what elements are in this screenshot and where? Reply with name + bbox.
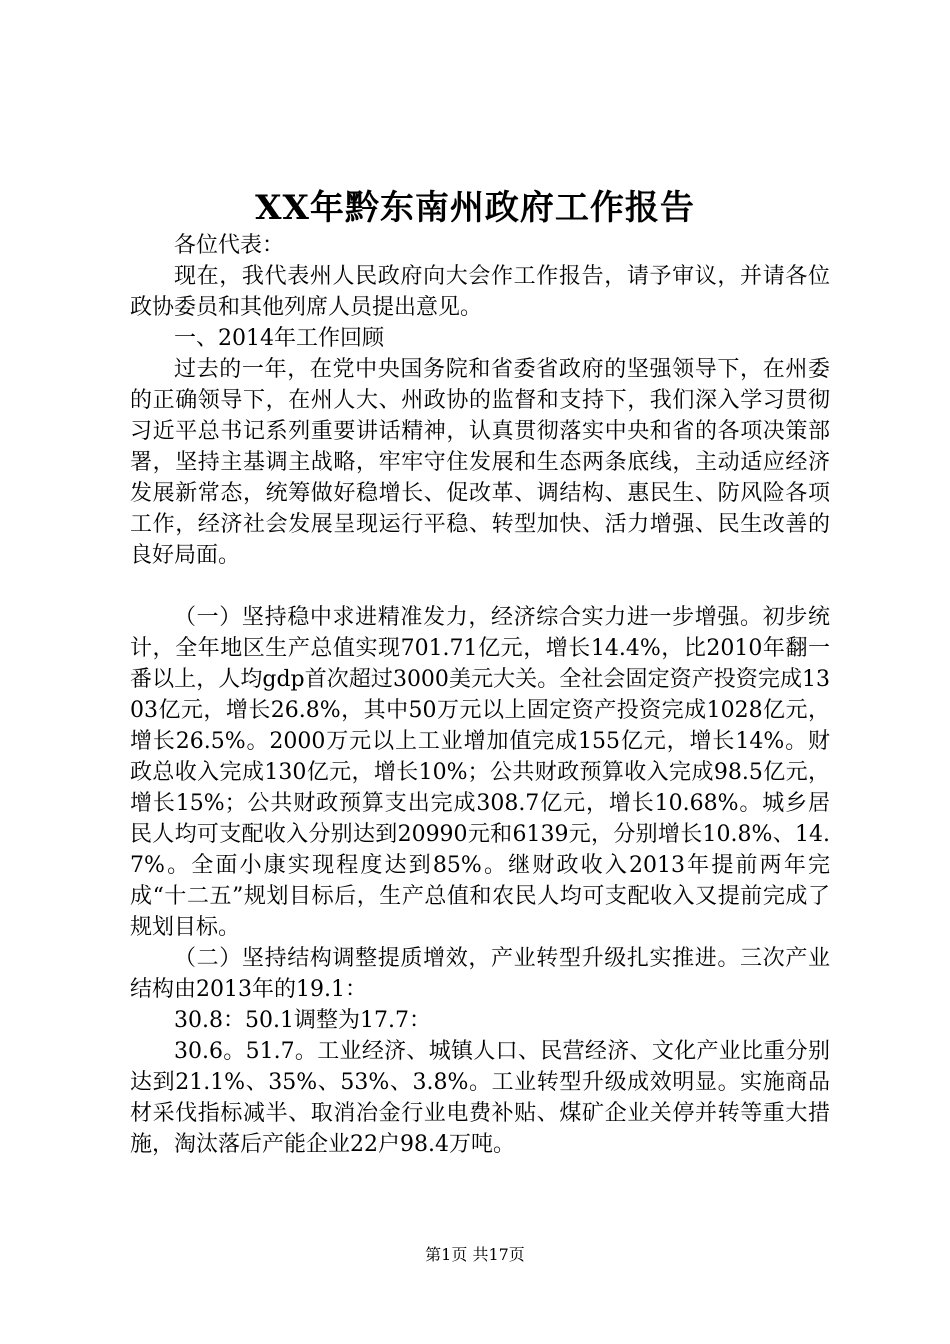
structure-paragraph: （二）坚持结构调整提质增效，产业转型升级扎实推进。三次产业结构由2013年的19.1： — [130, 946, 830, 1002]
section-heading: 一、2014年工作回顾 — [174, 326, 384, 351]
document-title: XX年黔东南州政府工作报告 — [255, 188, 695, 228]
page-number-footer: 第1页 共17页 — [425, 1245, 525, 1264]
salutation-paragraph: 各位代表： — [174, 233, 285, 258]
economy-paragraph: （一）坚持稳中求进精准发力，经济综合实力进一步增强。初步统计，全年地区生产总值实现701.71亿元，增长14.4%，比2010年翻一番以上，人均gdp首次超过3000美元大关。全社会固定资产投资完成1303亿元，增长26.8%，其中50万元以上固定资产投资完成1028亿元，增长26.5%。2000万元以上工业增加值完成155亿元，增长14%。财政总收入完成130亿元，增长10%；公共财政预算收入完成98.5亿元，增长15%；公共财政预算支出完成308.7亿元，增长10.68%。城乡居民人均可支配收入分别达到20990元和6139元，分别增长10.8%、14.7%。全面小康实现程度达到85%。继财政收入2013年提前两年完成“十二五”规划目标后，生产总值和农民人均可支配收入又提前完成了规划目标。 — [130, 605, 830, 940]
structure-ratio-line: 30.8：50.1调整为17.7： — [174, 1008, 431, 1033]
industry-paragraph: 30.6。51.7。工业经济、城镇人口、民营经济、文化产业比重分别达到21.1%、35%、53%、3.8%。工业转型升级成效明显。实施商品材采伐指标减半、取消冶金行业电费补贴、煤矿企业关停并转等重大措施，淘汰落后产能企业22户98.4万吨。 — [130, 1039, 830, 1157]
document-body — [130, 230, 830, 1160]
review-paragraph: 过去的一年，在党中央国务院和省委省政府的坚强领导下，在州委的正确领导下，在州人大、州政协的监督和支持下，我们深入学习贯彻习近平总书记系列重要讲话精神，认真贯彻落实中央和省的各项决策部署，坚持主基调主战略，牢牢守住发展和生态两条底线，主动适应经济发展新常态，统筹做好稳增长、促改革、调结构、惠民生、防风险各项工作，经济社会发展呈现运行平稳、转型加快、活力增强、民生改善的良好局面。 — [130, 357, 830, 568]
intro-paragraph: 现在，我代表州人民政府向大会作工作报告，请予审议，并请各位政协委员和其他列席人员提出意见。 — [130, 264, 830, 320]
